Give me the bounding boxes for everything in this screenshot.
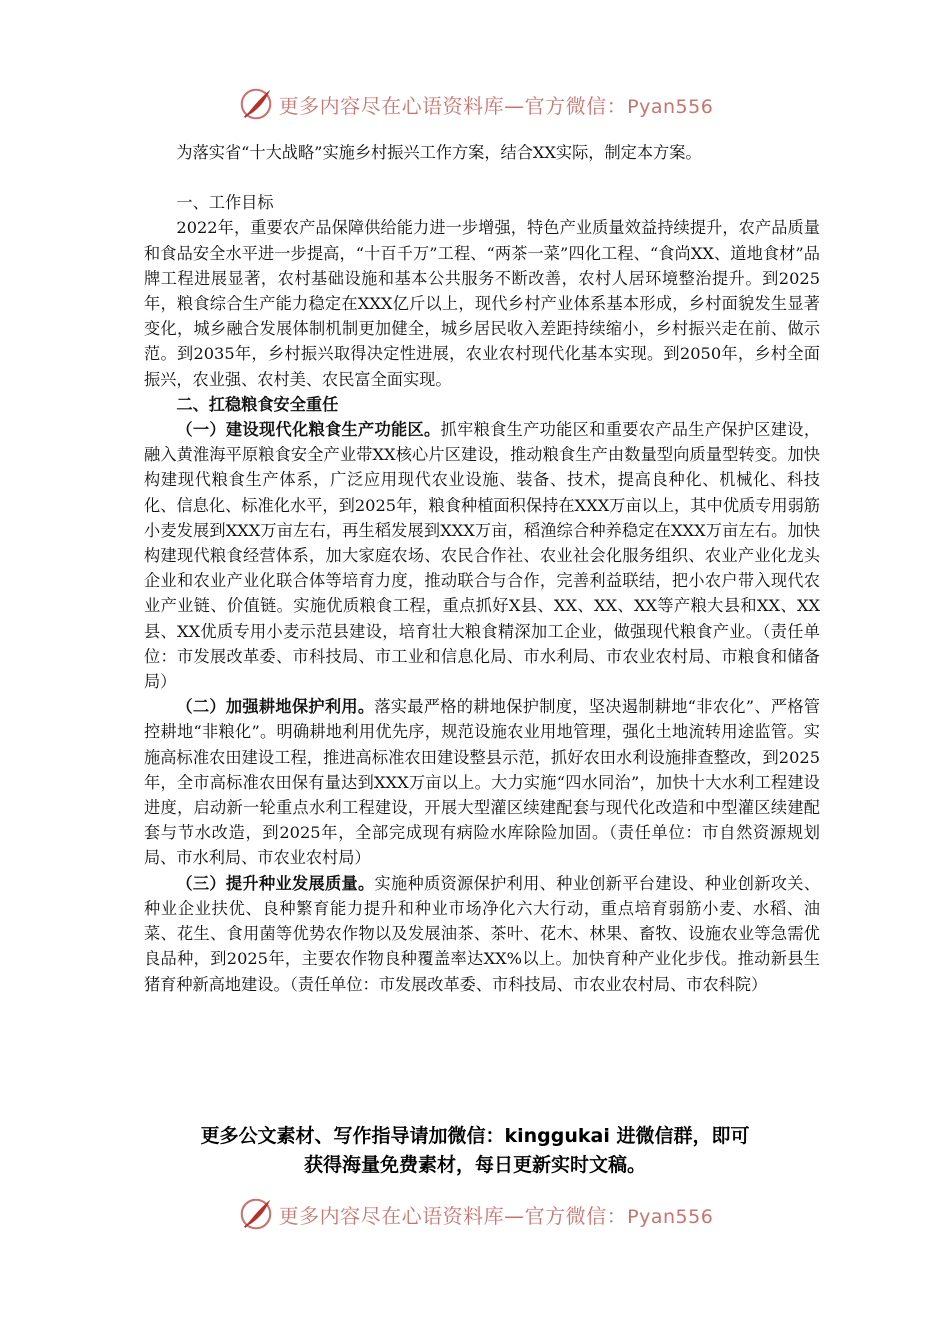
item-title: （三）提升种业发展质量。 xyxy=(176,873,375,893)
watermark-text: 更多内容尽在心语资料库—官方微信：Pyan556 xyxy=(278,1203,714,1228)
item-title: （二）加强耕地保护利用。 xyxy=(176,697,375,717)
promo-notice xyxy=(100,1122,850,1180)
section2-heading: 二、扛稳粮食安全重任 xyxy=(176,394,339,414)
section2-item-2 xyxy=(144,694,820,870)
document-body xyxy=(144,140,820,997)
intro-paragraph: 为落实省“十大战略”实施乡村振兴工作方案，结合XX实际，制定本方案。 xyxy=(176,143,702,162)
quill-logo-icon xyxy=(237,85,275,123)
item-title: （一）建设现代化粮食生产功能区。 xyxy=(176,420,441,440)
promo-line-2: 获得海量免费素材，每日更新实时文稿。 xyxy=(303,1154,646,1176)
section1-paragraph: 2022年，重要农产品保障供给能力进一步增强，特色产业质量效益持续提升，农产品质量和食品安全水平进一步提高，“十百千万”工程、“两茶一菜”四化工程、“食尚XX、道地食材”品牌工程进展显著，农村基础设施和基本公共服务不断改善，农村人居环境整治提升。到2025年，粮食综合生产能力稳定在XXX亿斤以上，现代乡村产业体系基本形成，乡村面貌发生显著变化，城乡融合发展体制机制更加健全，城乡居民收入差距持续缩小，乡村振兴走在前、做示范。到2035年，乡村振兴取得决定性进展，农业农村现代化基本实现。到2050年，乡村全面振兴，农业强、农村美、农民富全面实现。 xyxy=(144,218,820,389)
header-watermark xyxy=(0,84,950,124)
section1-heading: 一、工作目标 xyxy=(176,193,274,213)
quill-logo-icon xyxy=(237,1195,275,1233)
promo-line-1: 更多公文素材、写作指导请加微信：kinggukai 进微信群，即可 xyxy=(200,1125,750,1147)
section2-item-3 xyxy=(144,871,820,997)
watermark-text: 更多内容尽在心语资料库—官方微信：Pyan556 xyxy=(278,93,714,118)
item-body: 落实最严格的耕地保护制度，坚决遏制耕地“非农化”、严格管控耕地“非粮化”。明确耕地利用优先序，规范设施农业用地管理，强化土地流转用途监管。实施高标准农田建设工程，推进高标准农田建设整县示范，抓好农田水利设施排查整改，到2025年，全市高标准农田保有量达到XXX万亩以上。大力实施“四水同治”，加快十大水利工程建设进度，启动新一轮重点水利工程建设，开展大型灌区续建配套与现代化改造和中型灌区续建配套与节水改造，到2025年，全部完成现有病险水库除险加固。（责任单位：市自然资源规划局、市水利局、市农业农村局） xyxy=(144,697,820,868)
item-body: 实施种质资源保护利用、种业创新平台建设、种业创新攻关、种业企业扶优、良种繁育能力提升和种业市场净化六大行动，重点培育弱筋小麦、水稻、油菜、花生、食用菌等优势农作物以及发展油茶、茶叶、花木、林果、畜牧、设施农业等急需优良品种，到2025年，主要农作物良种覆盖率达XX%以上。加快育种产业化步伐。推动新县生猪育种新高地建设。（责任单位：市发展改革委、市科技局、市农业农村局、市农科院） xyxy=(144,873,821,994)
section2-item-1 xyxy=(144,417,820,694)
footer-watermark xyxy=(0,1194,950,1234)
item-body: 抓牢粮食生产功能区和重要农产品生产保护区建设，融入黄淮海平原粮食安全产业带XX核心片区建设，推动粮食生产由数量型向质量型转变。加快构建现代粮食生产体系，广泛应用现代农业设施、装备、技术，提高良种化、机械化、科技化、信息化、标准化水平，到2025年，粮食种植面积保持在XXX万亩以上，其中优质专用弱筋小麦发展到XXX万亩左右，再生稻发展到XXX万亩，稻渔综合种养稳定在XXX万亩左右。加快构建现代粮食经营体系，加大家庭农场、农民合作社、农业社会化服务组织、农业产业化龙头企业和农业产业化联合体等培育力度，推动联合与合作，完善利益联结，把小农户带入现代农业产业链、价值链。实施优质粮食工程，重点抓好X县、XX、XX、XX等产粮大县和XX、XX县、XX优质专用小麦示范县建设，培育壮大粮食精深加工企业，做强现代粮食产业。（责任单位：市发展改革委、市科技局、市工业和信息化局、市水利局、市农业农村局、市粮食和储备局） xyxy=(144,420,821,692)
